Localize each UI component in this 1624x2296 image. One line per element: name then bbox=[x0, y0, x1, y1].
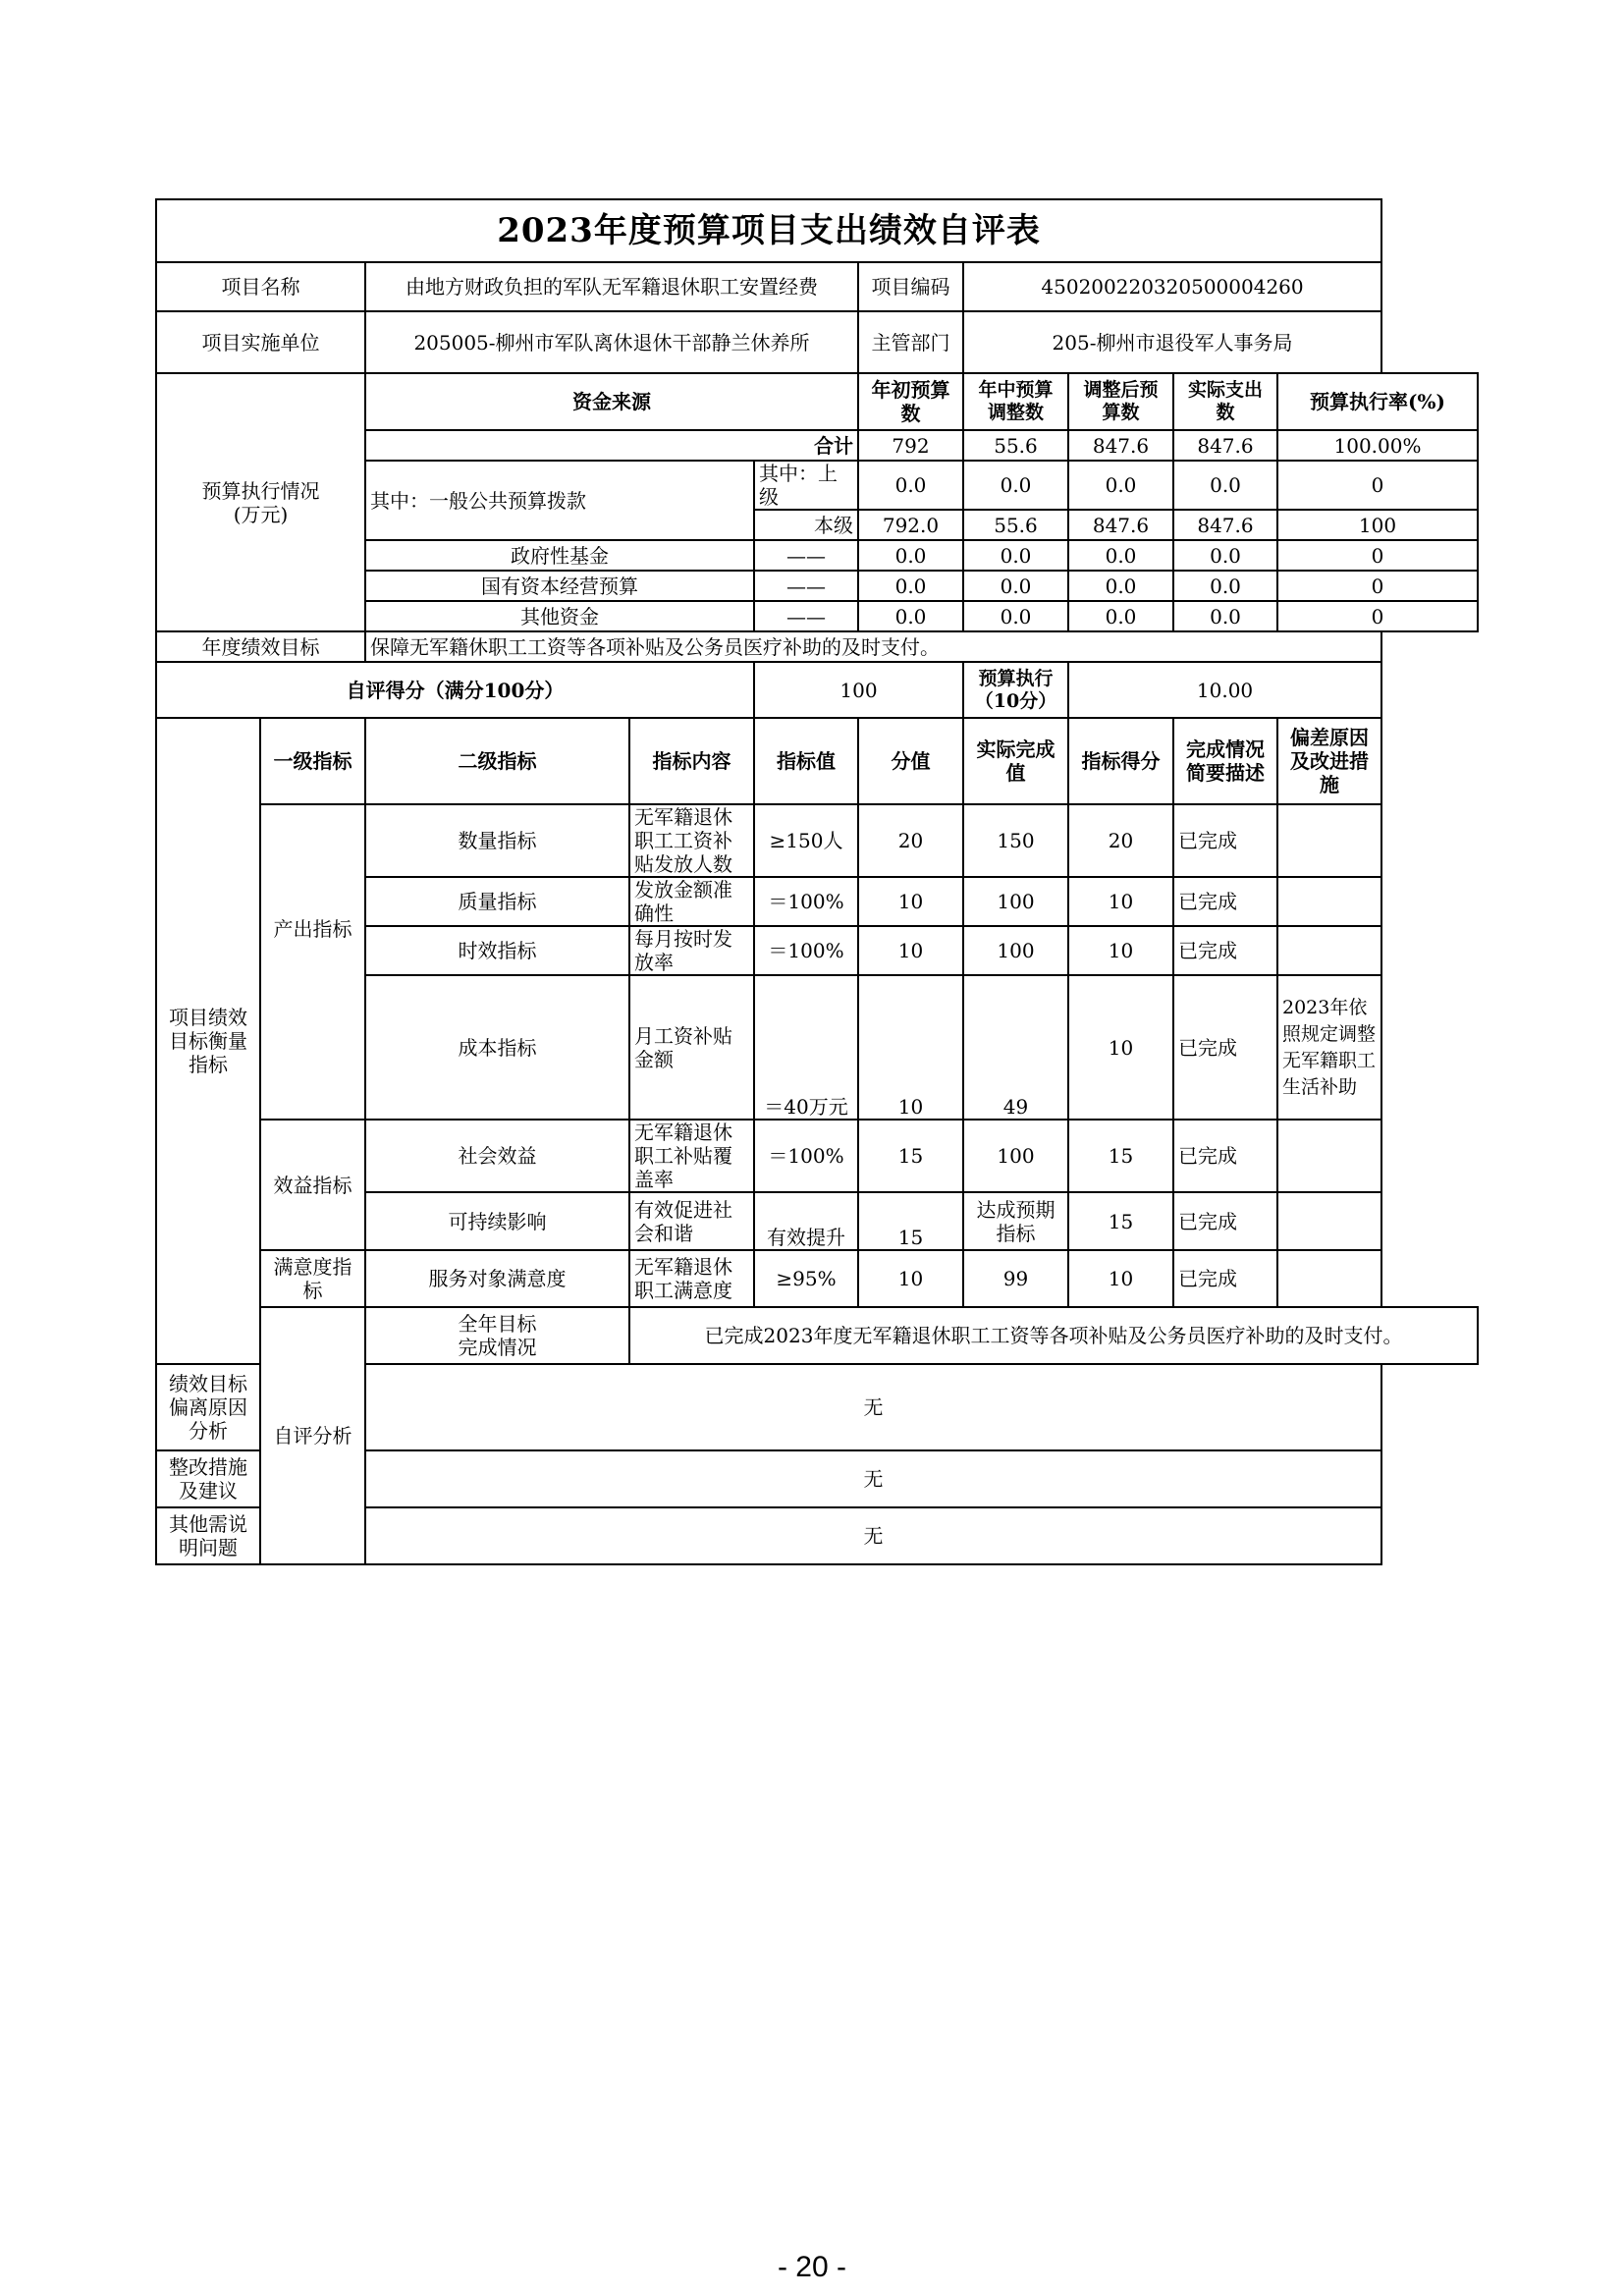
project-code: 450200220320500004260 bbox=[963, 262, 1381, 311]
indicator-content: 每月按时发放率 bbox=[629, 926, 754, 975]
state-midyear: 0.0 bbox=[963, 571, 1068, 601]
upper-adjusted: 0.0 bbox=[1068, 461, 1173, 510]
other-adjusted: 0.0 bbox=[1068, 601, 1173, 631]
indicator-content: 无军籍退休职工补贴覆盖率 bbox=[629, 1120, 754, 1192]
indicator-level2: 社会效益 bbox=[365, 1120, 629, 1192]
gov-fund-dash: —— bbox=[754, 540, 858, 571]
indicator-score: 10 bbox=[1068, 1250, 1173, 1307]
indicator-points: 10 bbox=[858, 926, 963, 975]
indicator-level2: 时效指标 bbox=[365, 926, 629, 975]
local-initial: 792.0 bbox=[858, 510, 963, 540]
indicator-points: 10 bbox=[858, 877, 963, 926]
indicator-actual: 150 bbox=[963, 804, 1068, 877]
indicator-points: 15 bbox=[858, 1192, 963, 1250]
other-midyear: 0.0 bbox=[963, 601, 1068, 631]
unit-value: 205005-柳州市军队离休退休干部静兰休养所 bbox=[365, 311, 858, 373]
total-label: 合计 bbox=[365, 430, 858, 461]
total-midyear: 55.6 bbox=[963, 430, 1068, 461]
upper-midyear: 0.0 bbox=[963, 461, 1068, 510]
gov-midyear: 0.0 bbox=[963, 540, 1068, 571]
indicator-content: 发放金额准确性 bbox=[629, 877, 754, 926]
indicator-reason: 2023年依照规定调整无军籍职工生活补助 bbox=[1277, 975, 1381, 1120]
other-initial: 0.0 bbox=[858, 601, 963, 631]
indicator-reason bbox=[1277, 1192, 1381, 1250]
indicator-level2: 成本指标 bbox=[365, 975, 629, 1120]
table-title: 2023年度预算项目支出绩效自评表 bbox=[156, 199, 1381, 262]
indicator-score: 15 bbox=[1068, 1192, 1173, 1250]
gov-adjusted: 0.0 bbox=[1068, 540, 1173, 571]
indicator-target: ＝100% bbox=[754, 1120, 858, 1192]
indicator-reason bbox=[1277, 926, 1381, 975]
indicator-reason bbox=[1277, 1120, 1381, 1192]
indicator-actual: 100 bbox=[963, 1120, 1068, 1192]
local-actual: 847.6 bbox=[1173, 510, 1277, 540]
header-adjusted: 调整后预 算数 bbox=[1068, 373, 1173, 430]
state-actual: 0.0 bbox=[1173, 571, 1277, 601]
header-desc: 完成情况 简要描述 bbox=[1173, 718, 1277, 804]
indicator-level2: 质量指标 bbox=[365, 877, 629, 926]
analysis-row-label: 整改措施 及建议 bbox=[156, 1450, 260, 1507]
analysis-row-value: 无 bbox=[365, 1450, 1381, 1507]
header-level2: 二级指标 bbox=[365, 718, 629, 804]
satisfaction-indicator-label: 满意度指 标 bbox=[260, 1250, 365, 1307]
header-level1: 一级指标 bbox=[260, 718, 365, 804]
gov-fund-label: 政府性基金 bbox=[365, 540, 754, 571]
indicator-points: 10 bbox=[858, 1250, 963, 1307]
indicator-level2: 数量指标 bbox=[365, 804, 629, 877]
other-funds-label: 其他资金 bbox=[365, 601, 754, 631]
other-rate: 0 bbox=[1277, 601, 1478, 631]
analysis-row-value: 无 bbox=[365, 1507, 1381, 1564]
dept-label: 主管部门 bbox=[858, 311, 963, 373]
total-rate: 100.00% bbox=[1277, 430, 1478, 461]
header-reason: 偏差原因 及改进措 施 bbox=[1277, 718, 1381, 804]
budget-exec-label: 预算执行 （10分） bbox=[963, 662, 1068, 718]
performance-table bbox=[155, 198, 1479, 1565]
gov-rate: 0 bbox=[1277, 540, 1478, 571]
project-name: 由地方财政负担的军队无军籍退休职工安置经费 bbox=[365, 262, 858, 311]
indicator-actual: 49 bbox=[963, 975, 1068, 1120]
budget-section-label: 预算执行情况 (万元) bbox=[156, 373, 365, 631]
general-budget-label: 其中：一般公共预算拨款 bbox=[365, 461, 754, 540]
indicator-desc: 已完成 bbox=[1173, 877, 1277, 926]
indicator-score: 15 bbox=[1068, 1120, 1173, 1192]
output-indicator-label: 产出指标 bbox=[260, 804, 365, 1120]
other-actual: 0.0 bbox=[1173, 601, 1277, 631]
indicator-points: 15 bbox=[858, 1120, 963, 1192]
upper-actual: 0.0 bbox=[1173, 461, 1277, 510]
project-code-label: 项目编码 bbox=[858, 262, 963, 311]
indicator-target: 有效提升 bbox=[754, 1192, 858, 1250]
analysis-row-value: 已完成2023年度无军籍退休职工工资等各项补贴及公务员医疗补助的及时支付。 bbox=[629, 1307, 1478, 1364]
local-label: 本级 bbox=[754, 510, 858, 540]
indicator-content: 无军籍退休职工满意度 bbox=[629, 1250, 754, 1307]
upper-rate: 0 bbox=[1277, 461, 1478, 510]
state-adjusted: 0.0 bbox=[1068, 571, 1173, 601]
state-initial: 0.0 bbox=[858, 571, 963, 601]
indicator-desc: 已完成 bbox=[1173, 1120, 1277, 1192]
indicator-actual: 100 bbox=[963, 877, 1068, 926]
header-initial: 年初预算数 bbox=[858, 373, 963, 430]
indicator-reason bbox=[1277, 877, 1381, 926]
indicator-actual: 达成预期 指标 bbox=[963, 1192, 1068, 1250]
total-initial: 792 bbox=[858, 430, 963, 461]
indicator-desc: 已完成 bbox=[1173, 926, 1277, 975]
header-source: 资金来源 bbox=[365, 373, 858, 430]
unit-label: 项目实施单位 bbox=[156, 311, 365, 373]
indicator-desc: 已完成 bbox=[1173, 975, 1277, 1120]
score-label: 自评得分（满分100分） bbox=[156, 662, 754, 718]
annual-goal-label: 年度绩效目标 bbox=[156, 631, 365, 662]
score-value: 100 bbox=[754, 662, 963, 718]
indicator-content: 无军籍退休职工工资补贴发放人数 bbox=[629, 804, 754, 877]
header-points: 分值 bbox=[858, 718, 963, 804]
indicator-target: ＝100% bbox=[754, 926, 858, 975]
indicator-level2: 服务对象满意度 bbox=[365, 1250, 629, 1307]
indicator-actual: 99 bbox=[963, 1250, 1068, 1307]
header-actual-value: 实际完成 值 bbox=[963, 718, 1068, 804]
header-midyear: 年中预算 调整数 bbox=[963, 373, 1068, 430]
indicator-target: ≥95% bbox=[754, 1250, 858, 1307]
indicator-desc: 已完成 bbox=[1173, 804, 1277, 877]
indicators-section-label: 项目绩效 目标衡量 指标 bbox=[156, 718, 260, 1364]
indicator-desc: 已完成 bbox=[1173, 1250, 1277, 1307]
local-midyear: 55.6 bbox=[963, 510, 1068, 540]
indicator-score: 10 bbox=[1068, 926, 1173, 975]
analysis-row-value: 无 bbox=[365, 1364, 1381, 1450]
indicator-reason bbox=[1277, 804, 1381, 877]
indicator-desc: 已完成 bbox=[1173, 1192, 1277, 1250]
local-rate: 100 bbox=[1277, 510, 1478, 540]
analysis-row-label: 全年目标 完成情况 bbox=[365, 1307, 629, 1364]
project-name-label: 项目名称 bbox=[156, 262, 365, 311]
header-rate: 预算执行率(%) bbox=[1277, 373, 1478, 430]
gov-actual: 0.0 bbox=[1173, 540, 1277, 571]
state-rate: 0 bbox=[1277, 571, 1478, 601]
benefit-indicator-label: 效益指标 bbox=[260, 1120, 365, 1250]
gov-initial: 0.0 bbox=[858, 540, 963, 571]
header-content: 指标内容 bbox=[629, 718, 754, 804]
budget-exec-value: 10.00 bbox=[1068, 662, 1381, 718]
indicator-content: 月工资补贴金额 bbox=[629, 975, 754, 1120]
state-capital-label: 国有资本经营预算 bbox=[365, 571, 754, 601]
indicator-points: 10 bbox=[858, 975, 963, 1120]
header-target: 指标值 bbox=[754, 718, 858, 804]
dept-value: 205-柳州市退役军人事务局 bbox=[963, 311, 1381, 373]
header-actual: 实际支出 数 bbox=[1173, 373, 1277, 430]
header-score: 指标得分 bbox=[1068, 718, 1173, 804]
indicator-actual: 100 bbox=[963, 926, 1068, 975]
indicator-points: 20 bbox=[858, 804, 963, 877]
indicator-target: ＝100% bbox=[754, 877, 858, 926]
analysis-section-label: 自评分析 bbox=[260, 1307, 365, 1564]
analysis-row-label: 绩效目标 偏离原因 分析 bbox=[156, 1364, 260, 1450]
indicator-score: 10 bbox=[1068, 975, 1173, 1120]
upper-label: 其中：上级 bbox=[754, 461, 858, 510]
annual-goal: 保障无军籍休职工工资等各项补贴及公务员医疗补助的及时支付。 bbox=[365, 631, 1381, 662]
indicator-target: ≥150人 bbox=[754, 804, 858, 877]
other-funds-dash: —— bbox=[754, 601, 858, 631]
indicator-target: ＝40万元 bbox=[754, 975, 858, 1120]
total-actual: 847.6 bbox=[1173, 430, 1277, 461]
indicator-score: 20 bbox=[1068, 804, 1173, 877]
analysis-row-label: 其他需说 明问题 bbox=[156, 1507, 260, 1564]
indicator-level2: 可持续影响 bbox=[365, 1192, 629, 1250]
total-adjusted: 847.6 bbox=[1068, 430, 1173, 461]
local-adjusted: 847.6 bbox=[1068, 510, 1173, 540]
indicator-content: 有效促进社会和谐 bbox=[629, 1192, 754, 1250]
state-capital-dash: —— bbox=[754, 571, 858, 601]
indicator-score: 10 bbox=[1068, 877, 1173, 926]
upper-initial: 0.0 bbox=[858, 461, 963, 510]
page-number: - 20 - bbox=[777, 2251, 847, 2283]
indicator-reason bbox=[1277, 1250, 1381, 1307]
